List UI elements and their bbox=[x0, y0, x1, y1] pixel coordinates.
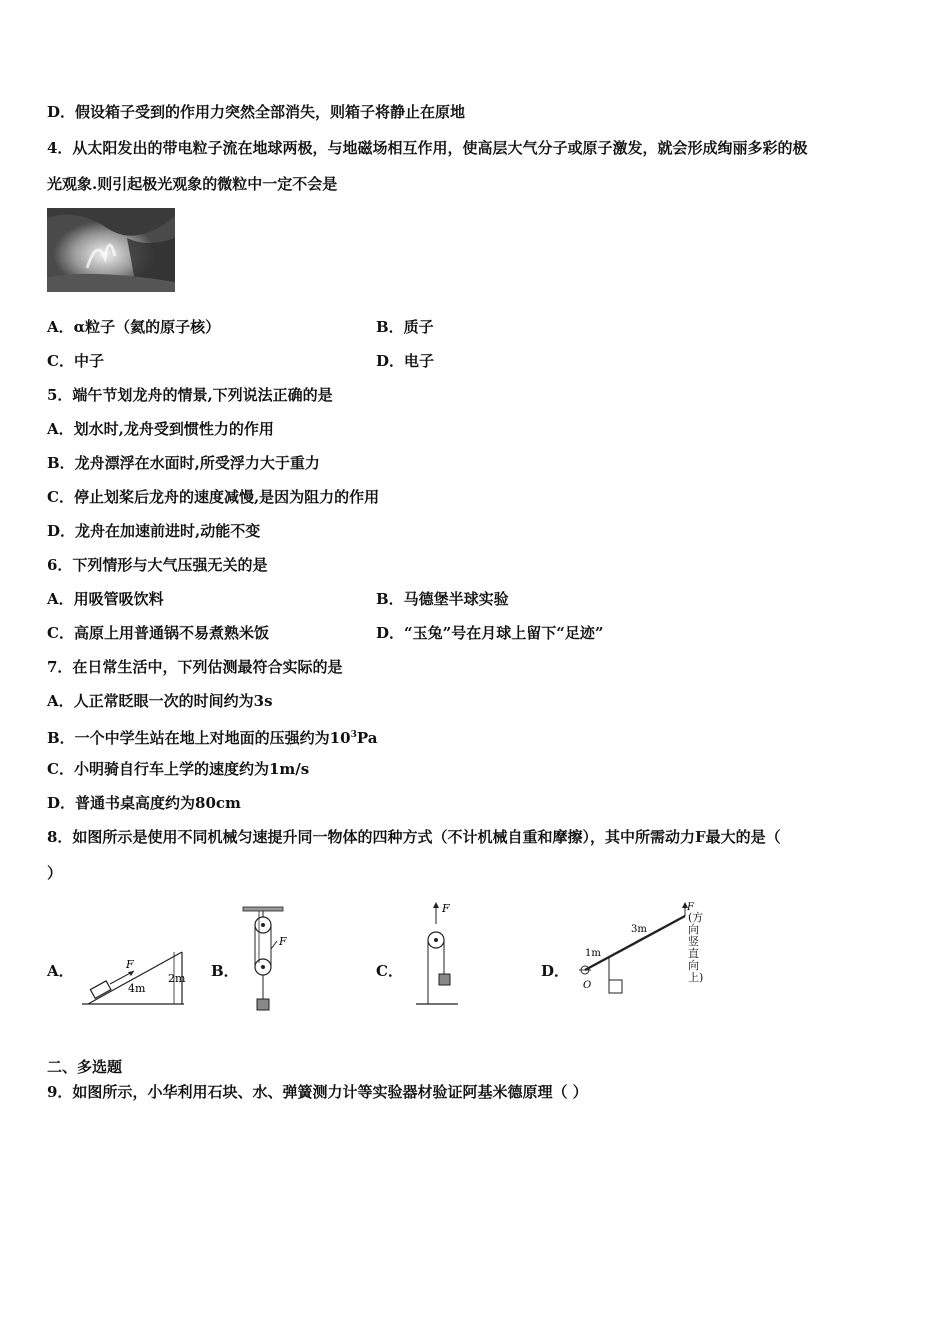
q3-option-d: D．假设箱子受到的作用力突然全部消失，则箱子将静止在原地 bbox=[47, 103, 466, 121]
q4-option-a: A．α粒子（氦的原子核） bbox=[47, 318, 221, 336]
figure-c-movable-pulley bbox=[412, 900, 462, 1012]
q6-option-a: A．用吸管吸饮料 bbox=[47, 590, 164, 608]
pulley-c-force-label: F bbox=[442, 902, 450, 915]
aurora-photo bbox=[47, 208, 175, 292]
q7-option-b bbox=[47, 725, 377, 748]
pulley-c-force-arrow bbox=[433, 902, 439, 908]
incline-force-label: F bbox=[126, 958, 134, 971]
q9-stem: 9．如图所示，小华利用石块、水、弹簧测力计等实验器材验证阿基米德原理（ ） bbox=[47, 1083, 588, 1101]
figure-a-incline bbox=[78, 940, 193, 1010]
incline-length-label: 4m bbox=[128, 982, 146, 995]
q5-option-a: A．划水时,龙舟受到惯性力的作用 bbox=[47, 420, 274, 438]
lever-pivot-label: O bbox=[583, 980, 592, 991]
q8-label-d: D． bbox=[541, 962, 570, 980]
q5-option-c: C．停止划桨后龙舟的速度减慢,是因为阻力的作用 bbox=[47, 488, 380, 506]
q6-option-c: C．高原上用普通锅不易煮熟米饭 bbox=[47, 624, 269, 642]
q6-stem: 6．下列情形与大气压强无关的是 bbox=[47, 556, 268, 574]
q5-option-d: D．龙舟在加速前进时,动能不变 bbox=[47, 522, 261, 540]
q4-option-b: B．质子 bbox=[376, 318, 434, 336]
lever-weight bbox=[609, 980, 622, 993]
pulley-b-force-label: F bbox=[279, 935, 287, 948]
q5-stem: 5．端午节划龙舟的情景,下列说法正确的是 bbox=[47, 386, 333, 404]
figure-b-pulley-system bbox=[237, 903, 297, 1015]
q8-stem-line1: 8．如图所示是使用不同机械匀速提升同一物体的四种方式（不计机械自重和摩擦），其中所需动力F最大的是（ bbox=[47, 828, 781, 846]
section-title-multiple-choice: 二、多选题 bbox=[47, 1058, 123, 1076]
q7-option-c: C．小明骑自行车上学的速度约为1m/s bbox=[47, 760, 310, 778]
incline-height-label: 2m bbox=[168, 972, 186, 985]
incline-block bbox=[90, 981, 111, 998]
lever-long-arm-label: 3m bbox=[631, 924, 647, 935]
q7-option-b-unit: Pa bbox=[356, 729, 378, 747]
q5-option-b: B．龙舟漂浮在水面时,所受浮力大于重力 bbox=[47, 454, 320, 472]
pulley-c-weight bbox=[439, 974, 450, 985]
q4-option-d: D．电子 bbox=[376, 352, 435, 370]
q8-stem-line2: ） bbox=[47, 864, 63, 882]
q8-label-c: C． bbox=[376, 962, 403, 980]
q4-option-c: C．中子 bbox=[47, 352, 104, 370]
ceiling bbox=[243, 907, 283, 911]
lever-force-label: F bbox=[687, 902, 694, 913]
q4-stem-line1: 4．从太阳发出的带电粒子流在地球两极，与地磁场相互作用，使高层大气分子或原子激发，就会形成绚丽多彩的极 bbox=[47, 139, 808, 157]
pulley-b-force-arrow bbox=[271, 941, 277, 949]
lever-direction-note: (方向竖直向上) bbox=[688, 911, 704, 984]
q6-option-b: B．马德堡半球实验 bbox=[376, 590, 509, 608]
lever-short-arm-label: 1m bbox=[585, 948, 601, 959]
q6-option-d: D．“玉兔”号在月球上留下“足迹” bbox=[376, 624, 604, 642]
q8-label-a: A． bbox=[47, 962, 74, 980]
pulley-b-weight bbox=[257, 999, 269, 1010]
q7-stem: 7．在日常生活中，下列估测最符合实际的是 bbox=[47, 658, 343, 676]
figure-d-lever bbox=[575, 900, 705, 1015]
q7-option-b-text: B．一个中学生站在地上对地面的压强约为10 bbox=[47, 729, 351, 747]
q8-label-b: B． bbox=[211, 962, 239, 980]
q4-stem-line2: 光观象.则引起极光观象的微粒中一定不会是 bbox=[47, 175, 338, 193]
q7-option-b-exponent: 3 bbox=[350, 730, 357, 740]
q7-option-d: D．普通书桌高度约为80cm bbox=[47, 794, 241, 812]
q7-option-a: A．人正常眨眼一次的时间约为3s bbox=[47, 692, 273, 710]
